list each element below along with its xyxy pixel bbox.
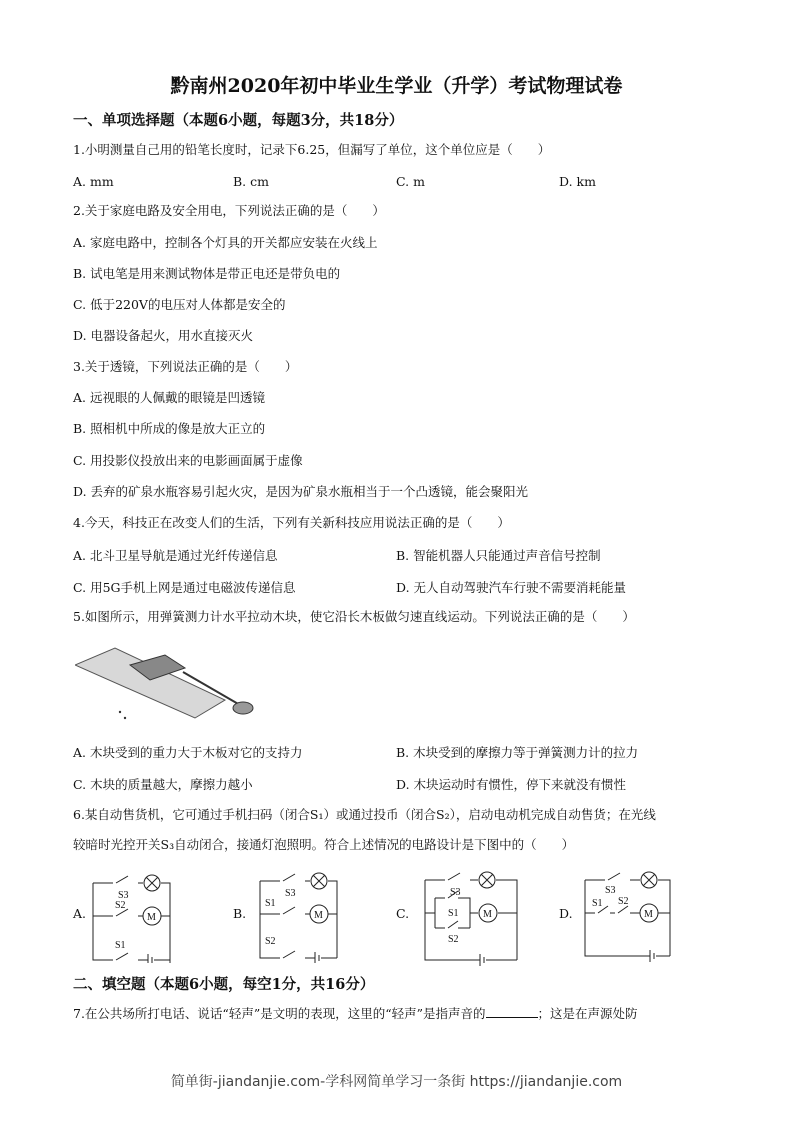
page-title: 黔南州2020年初中毕业生学业（升学）考试物理试卷: [170, 75, 623, 97]
option-d: D.: [559, 906, 573, 921]
question-stem: 1.小明测量自己用的铅笔长度时，记录下6.25，但漏写了单位，这个单位应是（ ）: [73, 142, 551, 157]
circuit-diagram-c: [420, 868, 520, 968]
option-d: D. 电器设备起火，用水直接灭火: [73, 328, 254, 343]
option-b: B. 智能机器人只能通过声音信号控制: [396, 548, 601, 563]
motor-label: M: [147, 912, 156, 923]
option-a: A. 家庭电路中，控制各个灯具的开关都应安装在火线上: [73, 235, 378, 250]
switch-label: S1: [265, 898, 276, 909]
switch-label: S2: [265, 936, 276, 947]
switch-label: S1: [115, 940, 126, 951]
option-b: B. cm: [233, 174, 269, 189]
circuit-diagram-d: [580, 868, 680, 963]
switch-label: S3: [118, 890, 129, 901]
section-heading: 一、单项选择题（本题6小题，每题3分，共18分）: [73, 112, 404, 129]
question-stem: [73, 1005, 638, 1022]
switch-label: S3: [605, 885, 616, 896]
switch-label: S3: [450, 887, 461, 898]
question-stem: 6.某自动售货机，它可通过手机扫码（闭合S₁）或通过投币（闭合S₂），启动电动机完成自动售货；在光线: [73, 807, 656, 822]
switch-label: S2: [448, 934, 459, 945]
question-stem-continued: 较暗时光控开关S₃自动闭合，接通灯泡照明。符合上述情况的电路设计是下图中的（ ）: [73, 837, 575, 852]
question-stem: 2.关于家庭电路及安全用电，下列说法正确的是（ ）: [73, 203, 385, 218]
spring-scale-figure: [75, 640, 265, 725]
footer-watermark: 简单街-jiandanjie.com-学科网简单学习一条街 https://jiandanjie.com: [170, 1074, 623, 1090]
question-stem: 4.今天，科技正在改变人们的生活，下列有关新科技应用说法正确的是（ ）: [73, 515, 510, 530]
motor-label: M: [644, 909, 653, 920]
switch-label: S2: [618, 896, 629, 907]
option-b: B. 试电笔是用来测试物体是带正电还是带负电的: [73, 266, 341, 281]
q7-text-continued: ；这是在声源处防: [537, 1006, 638, 1021]
q7-text: 7.在公共场所打电话、说话“轻声”是文明的表现，这里的“轻声”是指声音的: [73, 1006, 486, 1021]
switch-label: S3: [285, 888, 296, 899]
option-c: C.: [396, 906, 410, 921]
section-heading: 二、填空题（本题6小题，每空1分，共16分）: [73, 976, 375, 993]
option-a: A. 北斗卫星导航是通过光纤传递信息: [73, 548, 278, 563]
option-c: C. m: [396, 174, 425, 189]
option-c: C. 用5G手机上网是通过电磁波传递信息: [73, 580, 296, 595]
switch-label: S1: [592, 898, 603, 909]
option-d: D. 木块运动时有惯性，停下来就没有惯性: [396, 777, 627, 792]
question-stem: 3.关于透镜，下列说法正确的是（ ）: [73, 359, 298, 374]
option-b: B. 照相机中所成的像是放大正立的: [73, 421, 266, 436]
switch-label: S2: [115, 900, 126, 911]
option-d: D. 无人自动驾驶汽车行驶不需要消耗能量: [396, 580, 627, 595]
option-c: C. 用投影仪投放出来的电影画面属于虚像: [73, 453, 303, 468]
option-c: C. 木块的质量越大，摩擦力越小: [73, 777, 253, 792]
option-b: B. 木块受到的摩擦力等于弹簧测力计的拉力: [396, 745, 639, 760]
option-c: C. 低于220V的电压对人体都是安全的: [73, 297, 286, 312]
option-b: B.: [233, 906, 247, 921]
circuit-diagram-a: [88, 868, 178, 963]
option-d: D. 丢弃的矿泉水瓶容易引起火灾，是因为矿泉水瓶相当于一个凸透镜，能会聚阳光: [73, 484, 529, 499]
option-a: A. 远视眼的人佩戴的眼镜是凹透镜: [73, 390, 265, 405]
circuit-diagram-b: [255, 868, 345, 963]
answer-blank[interactable]: [486, 1005, 538, 1018]
option-a: A.: [73, 906, 87, 921]
option-d: D. km: [559, 174, 596, 189]
option-a: A. 木块受到的重力大于木板对它的支持力: [73, 745, 303, 760]
question-stem: 5.如图所示，用弹簧测力计水平拉动木块，使它沿长木板做匀速直线运动。下列说法正确的是（ ）: [73, 609, 635, 624]
motor-label: M: [314, 910, 323, 921]
switch-label: S1: [448, 908, 459, 919]
motor-label: M: [483, 909, 492, 920]
option-a: A. mm: [73, 174, 114, 189]
